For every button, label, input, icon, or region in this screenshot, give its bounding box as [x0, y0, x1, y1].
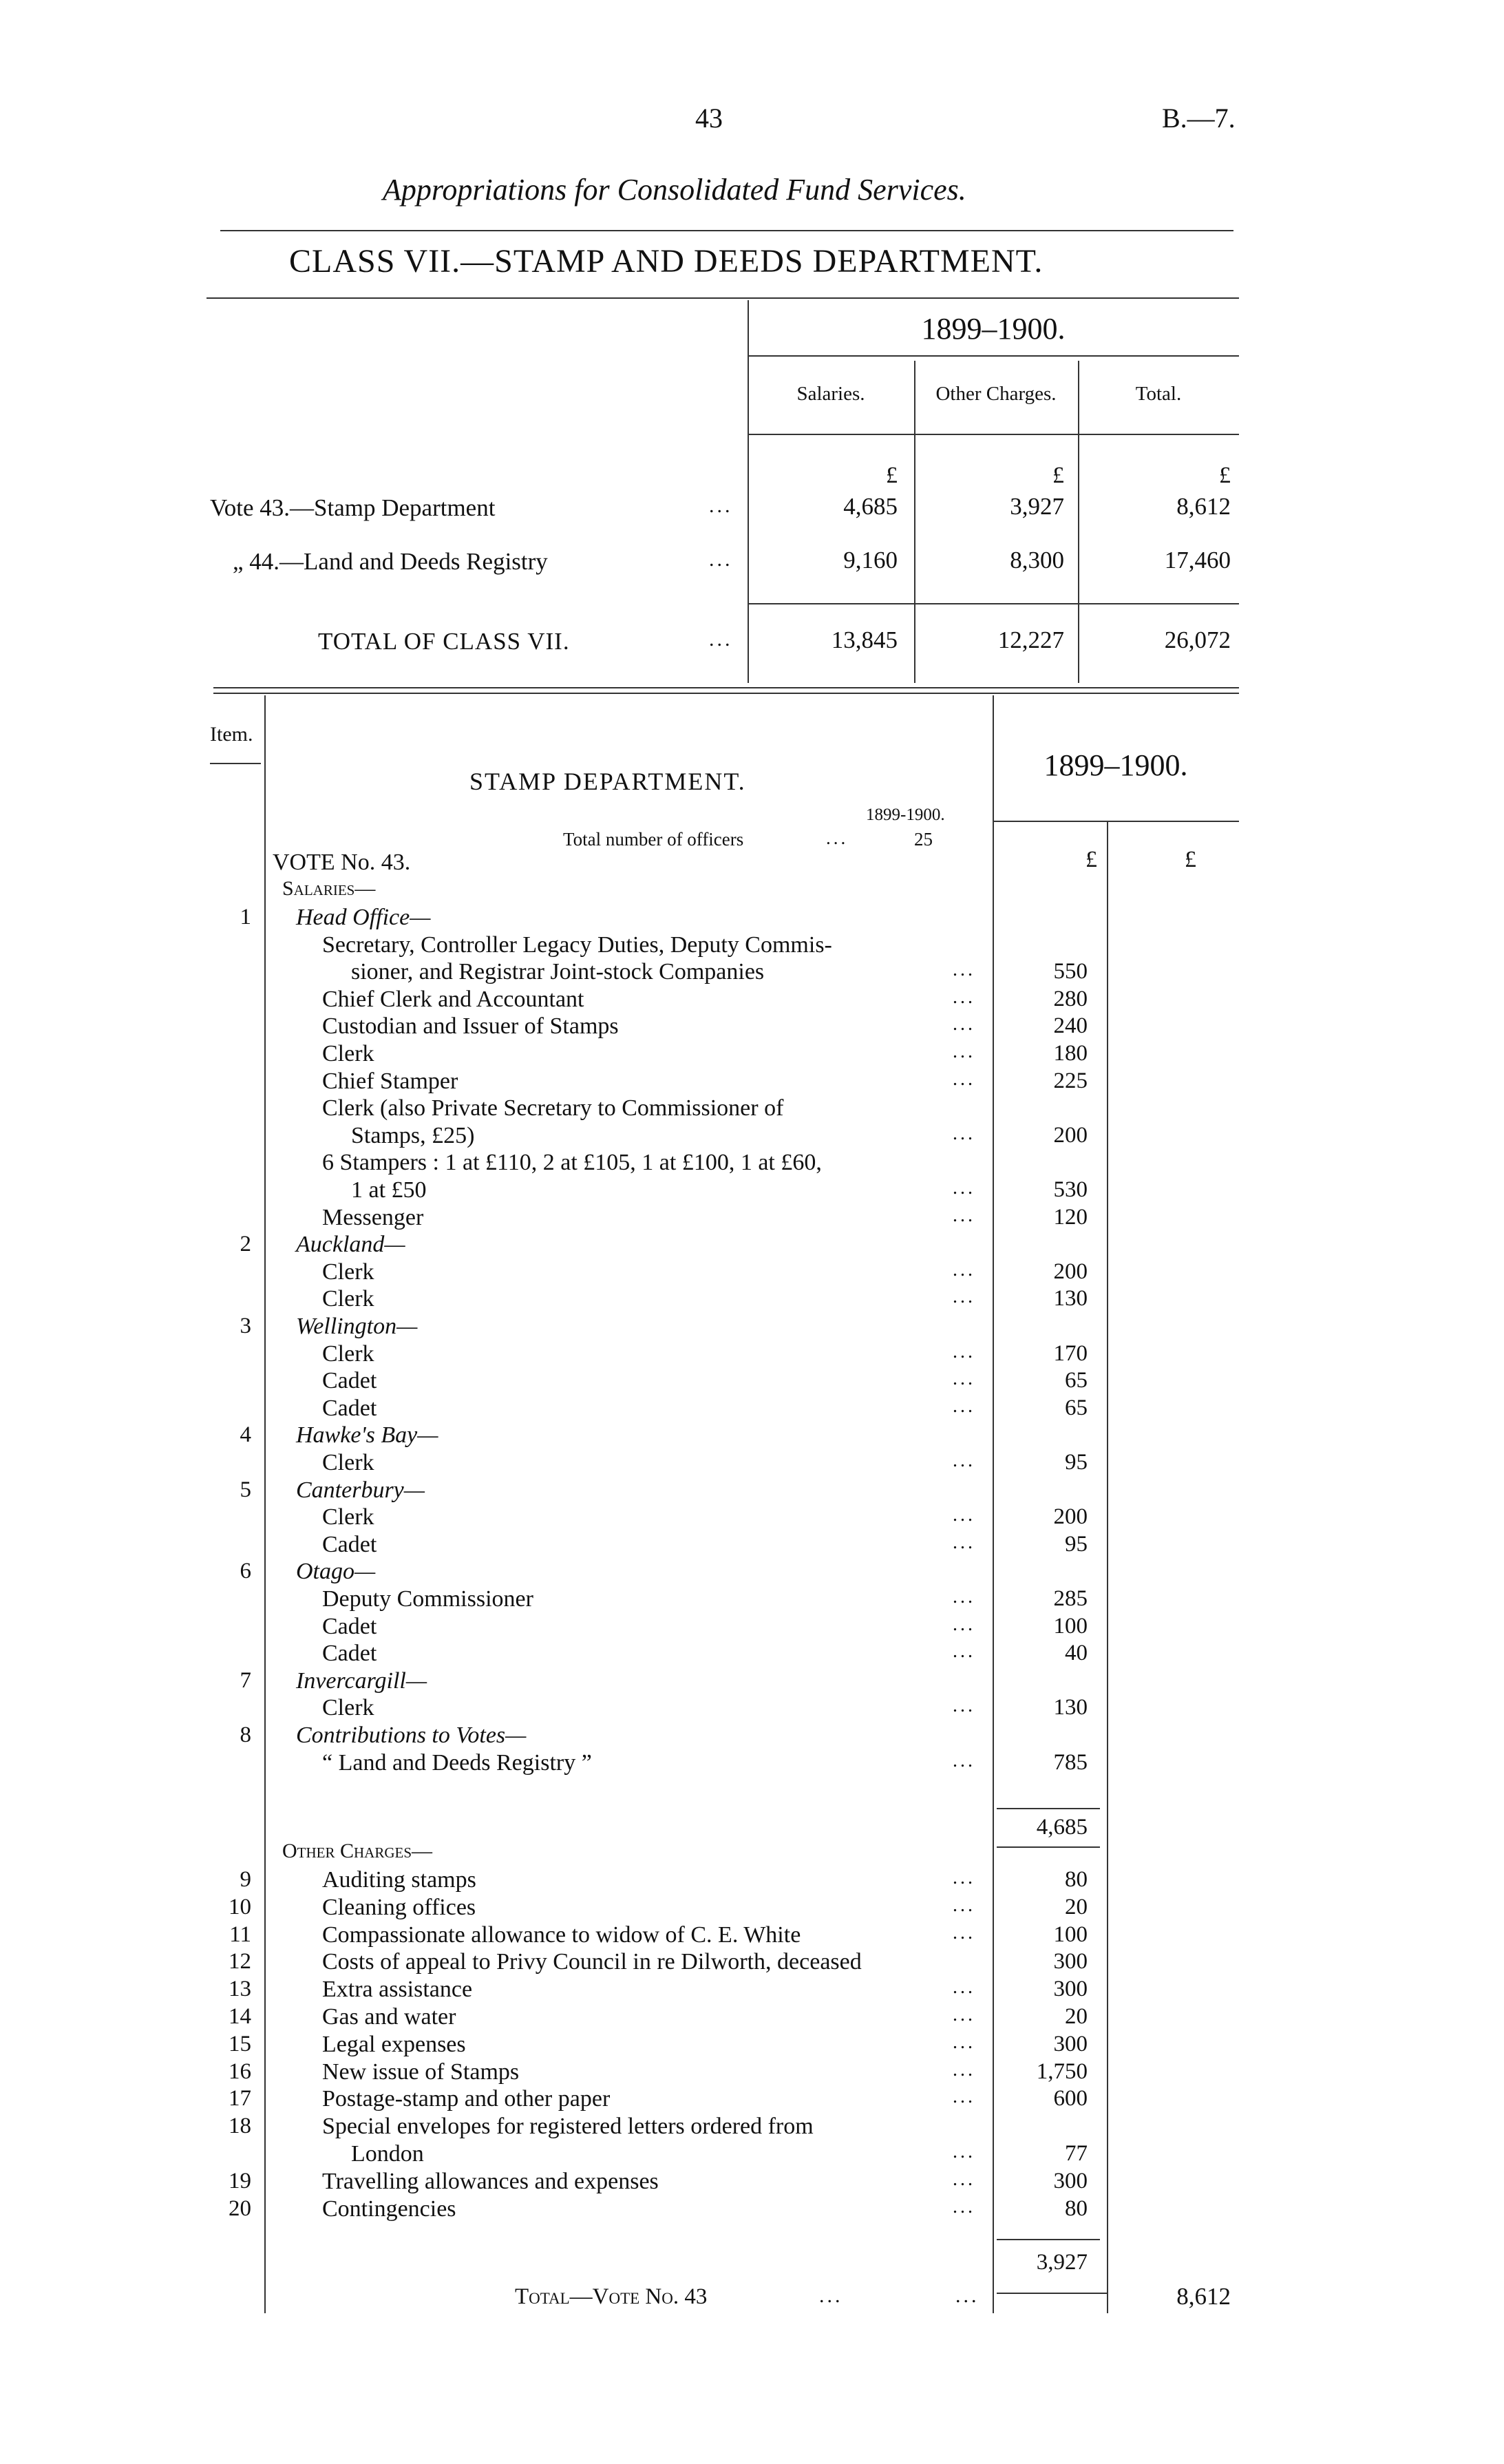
line-amount: 600: [1053, 2086, 1088, 2112]
line-description: Travelling allowances and expenses: [322, 2168, 659, 2194]
salaries-heading: Salaries—: [282, 877, 376, 900]
line-description: Special envelopes for registered letters ordered from: [322, 2114, 814, 2140]
summary-year: 1899–1900.: [921, 312, 1066, 346]
section-rule: [213, 693, 1239, 694]
line-description: Clerk: [322, 1259, 374, 1285]
item-number: 19: [229, 2168, 251, 2193]
line-description: Cadet: [322, 1395, 377, 1421]
line-description: Messenger: [322, 1204, 424, 1230]
item-number: 16: [229, 2058, 251, 2084]
summary-row-label: „ 44.—Land and Deeds Registry: [233, 548, 548, 575]
line-description: Clerk: [322, 1450, 374, 1475]
line-amount: 200: [1053, 1504, 1088, 1530]
section-rule: [213, 687, 1239, 688]
line-amount: 40: [1065, 1641, 1088, 1666]
line-description: Clerk: [322, 1695, 374, 1721]
line-amount: 1,750: [1036, 2058, 1088, 2084]
line-amount: 100: [1053, 1921, 1088, 1947]
line-description: Legal expenses: [322, 2031, 466, 2057]
line-amount: 120: [1053, 1204, 1088, 1230]
currency-symbol: £: [886, 463, 898, 488]
line-description: Cadet: [322, 1368, 377, 1394]
document-reference: B.—7.: [1162, 103, 1236, 134]
line-description: Cadet: [322, 1641, 377, 1667]
summary-total-label: TOTAL OF CLASS VII.: [318, 628, 570, 655]
col-total: Total.: [1135, 383, 1182, 405]
class-heading: CLASS VII.—STAMP AND DEEDS DEPARTMENT.: [289, 243, 1044, 280]
line-description: Chief Clerk and Accountant: [322, 986, 584, 1012]
line-description: Stamps, £25): [351, 1122, 475, 1148]
item-number: 12: [229, 1949, 251, 1975]
line-description: Secretary, Controller Legacy Duties, Deputy Commis-: [322, 931, 832, 958]
class-rule: [206, 297, 1239, 299]
page-number: 43: [695, 103, 723, 134]
item-column-header: Item.: [210, 723, 253, 746]
line-description: 6 Stampers : 1 at £110, 2 at £105, 1 at £100, 1 at £60,: [322, 1150, 822, 1176]
detail-year: 1899–1900.: [1044, 748, 1188, 782]
line-amount: 180: [1053, 1041, 1088, 1066]
summary-grand-total: 26,072: [1164, 626, 1231, 653]
summary-other: 3,927: [1010, 493, 1064, 520]
item-number: 2: [240, 1232, 251, 1257]
line-amount: 300: [1053, 2031, 1088, 2056]
line-amount: 280: [1053, 986, 1088, 1011]
currency-symbol: £: [1185, 847, 1196, 872]
line-description: Costs of appeal to Privy Council in re Dilworth, deceased: [322, 1949, 862, 1975]
item-number: 14: [229, 2004, 251, 2029]
line-amount: 80: [1065, 1867, 1088, 1892]
item-number: 4: [240, 1422, 251, 1448]
item-number: 13: [229, 1977, 251, 2002]
line-description: Clerk: [322, 1041, 374, 1066]
summary-row-label: Vote 43.—Stamp Department: [210, 494, 496, 521]
line-amount: 300: [1053, 1977, 1088, 2002]
line-description: Auditing stamps: [322, 1867, 476, 1893]
line-amount: 77: [1065, 2141, 1088, 2166]
line-amount: 550: [1053, 959, 1088, 984]
item-number: 6: [240, 1559, 251, 1584]
vote-heading: VOTE No. 43.: [273, 850, 411, 875]
summary-total-other: 12,227: [997, 626, 1064, 653]
line-description: Chief Stamper: [322, 1068, 458, 1094]
item-number: 7: [240, 1667, 251, 1693]
location-heading: Contributions to Votes—: [296, 1723, 527, 1748]
location-heading: Head Office—: [296, 905, 431, 930]
line-description: Cadet: [322, 1613, 377, 1639]
line-description: Clerk: [322, 1504, 374, 1530]
line-description: Custodian and Issuer of Stamps: [322, 1013, 619, 1040]
item-number: 1: [240, 905, 251, 929]
item-number: 17: [229, 2086, 251, 2112]
line-amount: 300: [1053, 1949, 1088, 1975]
line-amount: 225: [1053, 1068, 1088, 1093]
line-description: “ Land and Deeds Registry ”: [322, 1749, 592, 1776]
line-amount: 100: [1053, 1613, 1088, 1639]
summary-total: 17,460: [1164, 547, 1231, 573]
title-rule: [220, 230, 1233, 231]
line-amount: 130: [1053, 1286, 1088, 1312]
line-description: 1 at £50: [351, 1177, 427, 1203]
summary-total: 8,612: [1176, 493, 1231, 520]
line-description: Clerk: [322, 1340, 374, 1367]
col-salaries: Salaries.: [796, 383, 865, 405]
officers-count: 25: [914, 829, 933, 850]
location-heading: Hawke's Bay—: [296, 1422, 438, 1449]
vote-total-value: 8,612: [1176, 2283, 1231, 2310]
location-heading: Canterbury—: [296, 1477, 425, 1503]
line-description: Clerk: [322, 1286, 374, 1312]
line-amount: 20: [1065, 1894, 1088, 1919]
location-heading: Auckland—: [296, 1232, 405, 1258]
other-charges-subtotal: 3,927: [1036, 2250, 1088, 2275]
line-amount: 300: [1053, 2168, 1088, 2193]
line-description: Postage-stamp and other paper: [322, 2086, 611, 2112]
line-description: Compassionate allowance to widow of C. E. White: [322, 1921, 801, 1948]
item-number: 11: [229, 1921, 251, 1947]
summary-salaries: 4,685: [843, 493, 898, 520]
line-description: Clerk (also Private Secretary to Commissioner of: [322, 1095, 784, 1122]
item-number: 15: [229, 2031, 251, 2056]
item-number: 9: [240, 1867, 251, 1892]
line-amount: 20: [1065, 2004, 1088, 2029]
summary-salaries: 9,160: [843, 547, 898, 573]
line-description: Gas and water: [322, 2004, 456, 2030]
line-amount: 530: [1053, 1177, 1088, 1202]
line-amount: 95: [1065, 1450, 1088, 1475]
line-description: London: [351, 2141, 424, 2167]
currency-symbol: £: [1219, 463, 1231, 488]
location-heading: Invercargill—: [296, 1667, 427, 1694]
officers-year: 1899-1900.: [866, 805, 945, 824]
line-description: Contingencies: [322, 2196, 456, 2222]
line-description: Deputy Commissioner: [322, 1586, 533, 1612]
item-number: 3: [240, 1314, 251, 1338]
location-heading: Wellington—: [296, 1314, 418, 1339]
location-heading: Otago—: [296, 1559, 376, 1585]
line-description: Cadet: [322, 1531, 377, 1557]
item-number: 20: [229, 2196, 251, 2221]
item-number: 8: [240, 1723, 251, 1747]
officers-label: Total number of officers: [563, 829, 744, 850]
item-number: 18: [229, 2114, 251, 2139]
summary-other: 8,300: [1010, 547, 1064, 573]
line-amount: 130: [1053, 1695, 1088, 1720]
line-amount: 170: [1053, 1340, 1088, 1366]
page-title: Appropriations for Consolidated Fund Services.: [383, 173, 966, 207]
currency-symbol: £: [1052, 463, 1064, 488]
line-description: Extra assistance: [322, 1977, 473, 2003]
line-amount: 785: [1053, 1749, 1088, 1775]
line-description: Cleaning offices: [322, 1894, 476, 1920]
salaries-subtotal: 4,685: [1036, 1815, 1088, 1840]
vote-total-label: Total—Vote No. 43: [515, 2284, 708, 2309]
line-amount: 65: [1065, 1368, 1088, 1393]
other-charges-heading: Other Charges—: [282, 1840, 433, 1862]
line-amount: 285: [1053, 1586, 1088, 1611]
line-amount: 80: [1065, 2196, 1088, 2221]
col-other-charges: Other Charges.: [935, 383, 1057, 405]
line-amount: 200: [1053, 1259, 1088, 1284]
line-amount: 65: [1065, 1395, 1088, 1420]
line-description: sioner, and Registrar Joint-stock Companies: [351, 959, 765, 985]
line-amount: 95: [1065, 1531, 1088, 1557]
item-number: 5: [240, 1477, 251, 1502]
line-amount: 240: [1053, 1013, 1088, 1039]
line-description: New issue of Stamps: [322, 2058, 520, 2085]
line-amount: 200: [1053, 1122, 1088, 1148]
summary-total-salaries: 13,845: [831, 626, 898, 653]
department-heading: STAMP DEPARTMENT.: [469, 768, 746, 795]
item-number: 10: [229, 1894, 251, 1919]
currency-symbol: £: [1085, 847, 1097, 872]
